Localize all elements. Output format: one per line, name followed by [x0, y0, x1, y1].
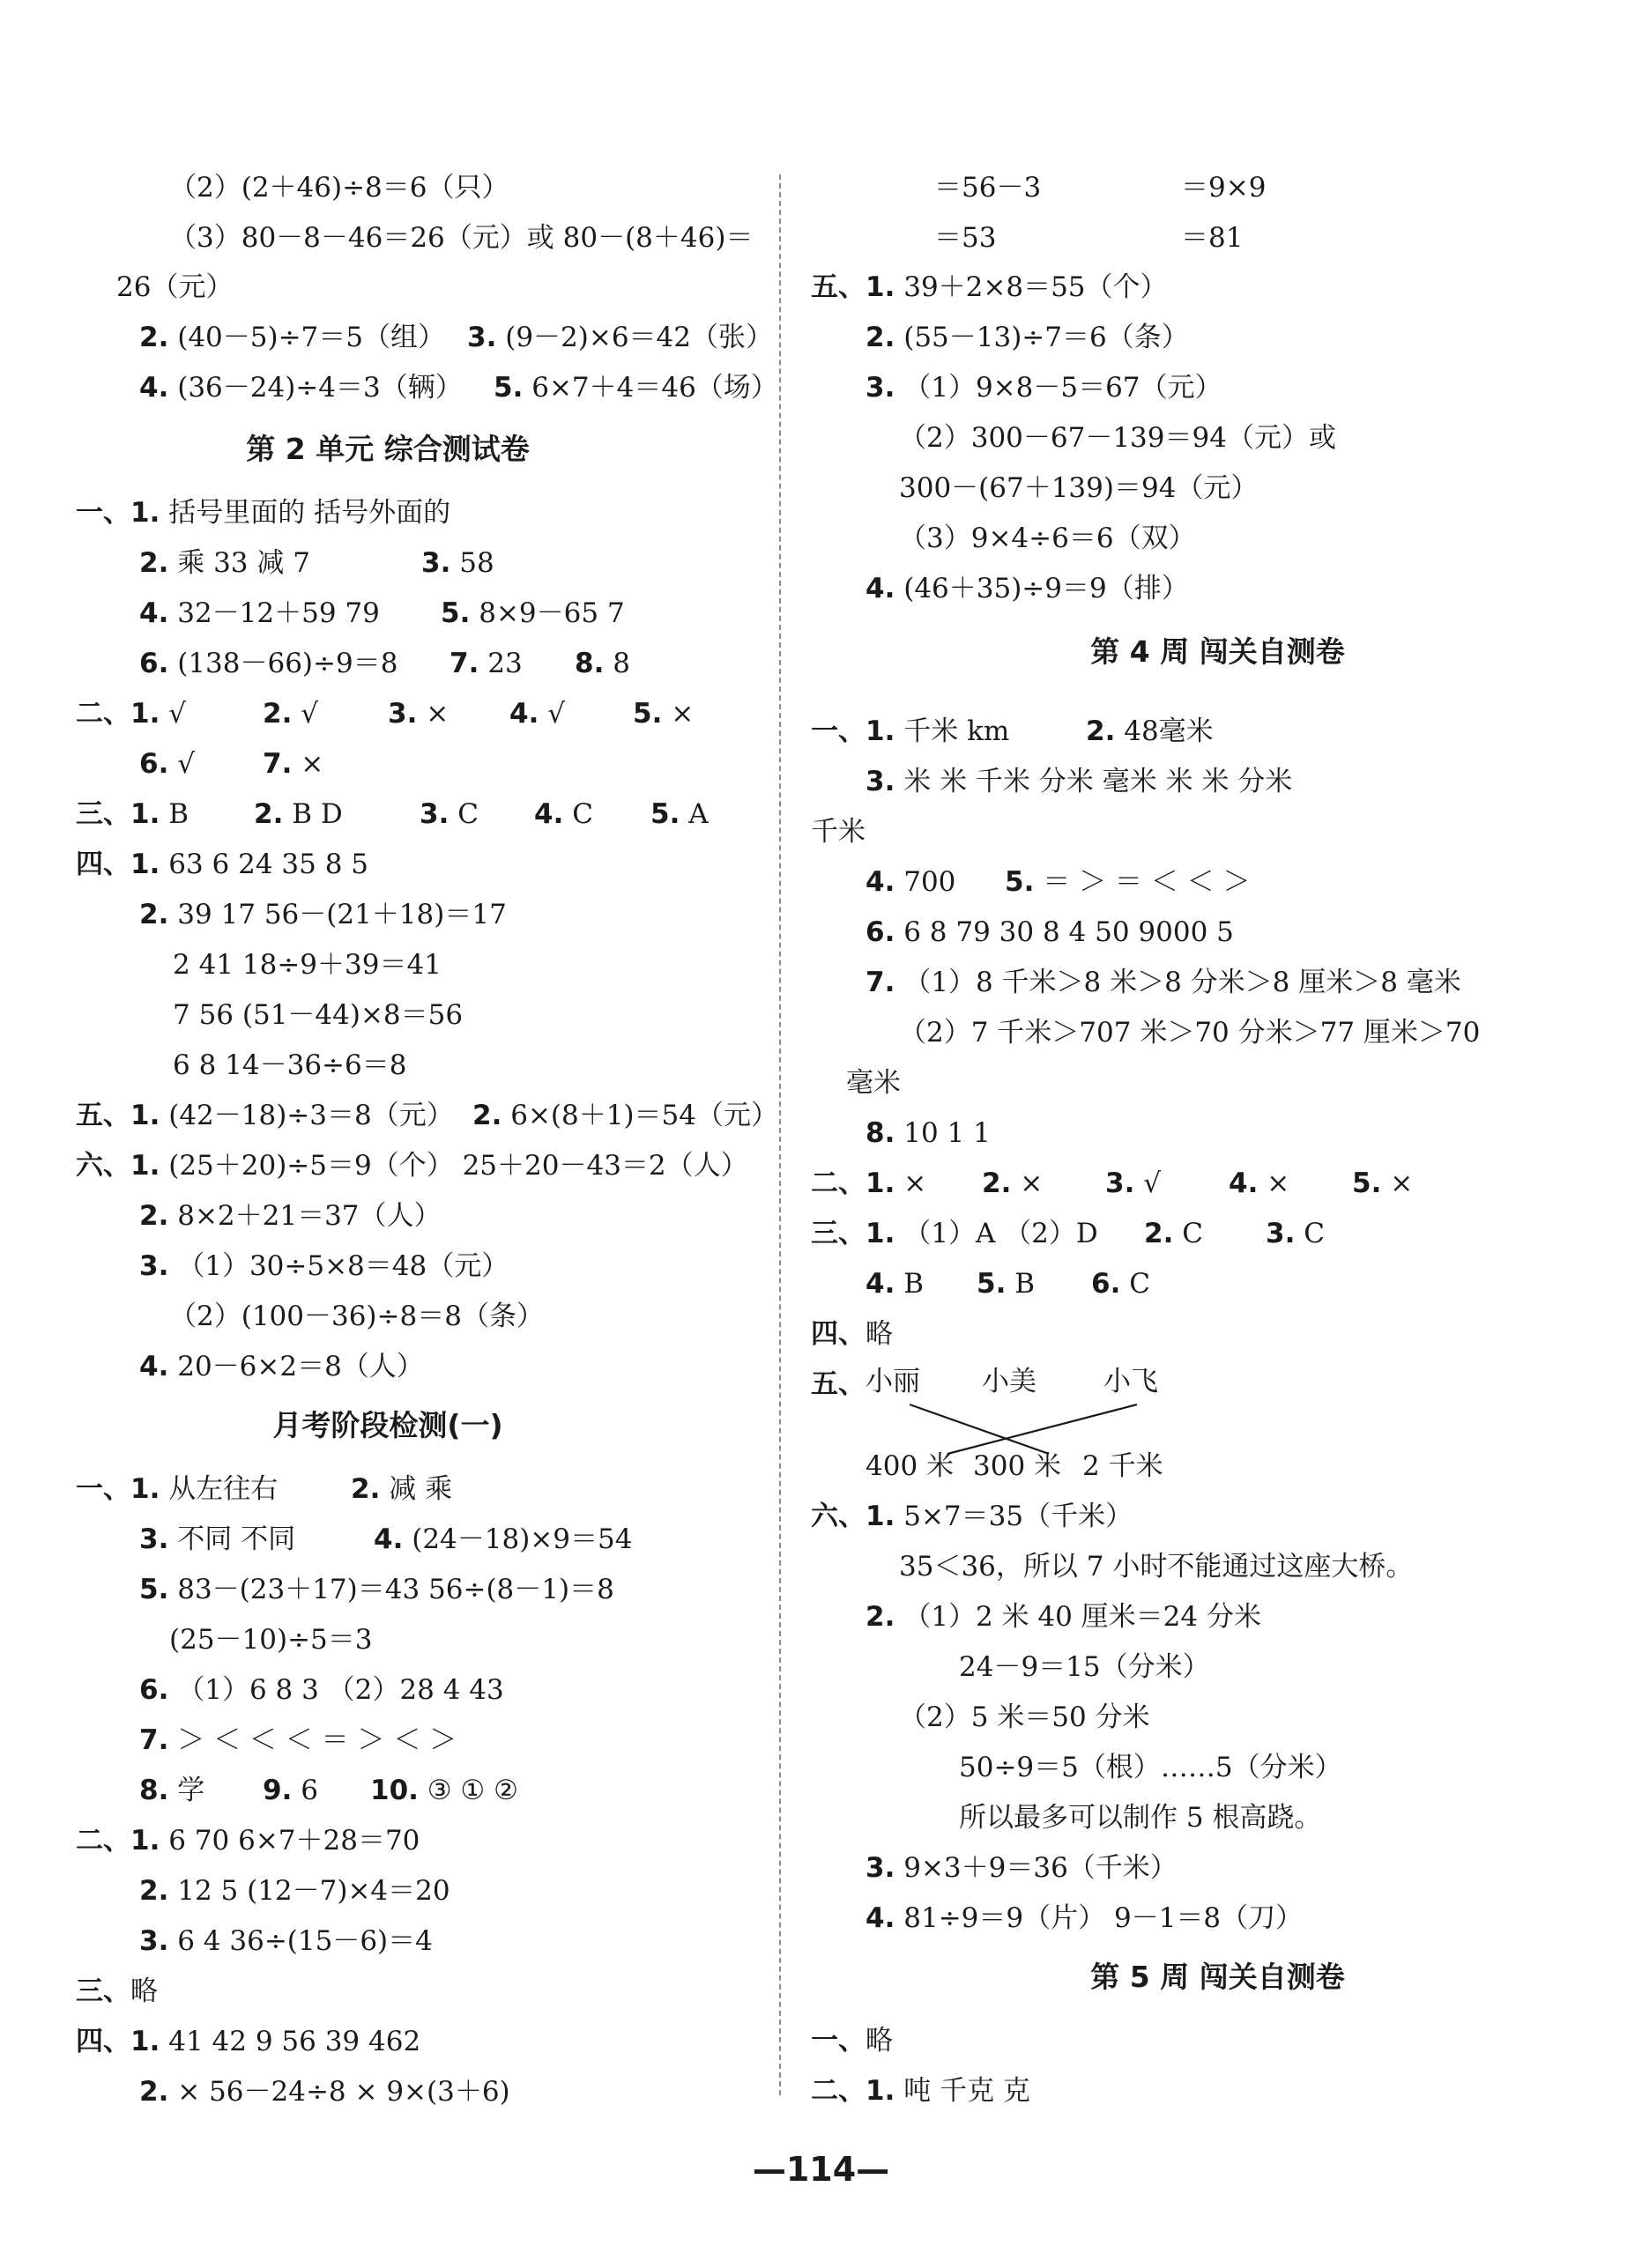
- answer-line: 2. C: [1144, 1218, 1203, 1249]
- answer-line: 3. 9×3＋9＝36（千米）: [866, 1852, 1178, 1884]
- answer-line: 一、1. 千米 km: [811, 715, 1010, 747]
- answer-line: 2. ×: [982, 1167, 1044, 1199]
- answer-line: 五、1. (42－18)÷3＝8（元）: [76, 1100, 454, 1131]
- answer-line: 3. 58: [421, 547, 494, 579]
- answer-line: （2）300－67－139＝94（元）或: [899, 422, 1336, 454]
- answer-line: 3. √: [1105, 1167, 1161, 1199]
- answer-line: 6. √: [139, 748, 195, 780]
- answer-line: 三、略: [76, 1975, 158, 2007]
- answer-line: 千米: [811, 816, 866, 848]
- answer-line: 4. B: [866, 1268, 924, 1300]
- answer-line: （2）(2＋46)÷8＝6（只）: [169, 172, 509, 204]
- answer-line: 7 56 (51－44)×8＝56: [173, 999, 464, 1031]
- answer-line: 四、1. 63 6 24 35 8 5: [76, 849, 368, 880]
- answer-line: ＝9×9: [1181, 172, 1267, 204]
- section-title: 第 5 周 闯关自测卷: [1090, 1960, 1345, 1994]
- answer-line: 2. 39 17 56－(21＋18)＝17: [139, 899, 507, 930]
- answer-line: 5. B: [977, 1268, 1035, 1300]
- answer-line: 四、1. 41 42 9 56 39 462: [76, 2026, 421, 2057]
- answer-line: 3. ×: [388, 698, 450, 730]
- answer-line: 6. (138－66)÷9＝8: [139, 648, 398, 679]
- answer-line: （2）7 千米＞707 米＞70 分米＞77 厘米＞70: [899, 1017, 1481, 1049]
- answer-line: 6. C: [1091, 1268, 1150, 1300]
- answer-line: 四、略: [811, 1318, 893, 1350]
- answer-line: 所以最多可以制作 5 根高跷。: [959, 1802, 1322, 1834]
- column-divider: [779, 174, 781, 2095]
- answer-line: （3）9×4÷6＝6（双）: [899, 523, 1196, 554]
- answer-line: 50÷9＝5（根）……5（分米）: [959, 1752, 1342, 1783]
- answer-line: 2. 6×(8＋1)＝54（元）: [472, 1100, 778, 1131]
- answer-line: 300－(67＋139)＝94（元）: [899, 472, 1259, 504]
- answer-line: 2. 乘 33 减 7: [139, 547, 310, 579]
- answer-line: 4. ×: [1229, 1167, 1290, 1199]
- answer-line: 8. 学: [139, 1775, 205, 1806]
- answer-line: （3）80－8－46＝26（元）或 80－(8＋46)＝: [169, 222, 754, 254]
- answer-line: 4. 20－6×2＝8（人）: [139, 1351, 424, 1382]
- answer-line: 5. 83－(23＋17)＝43 56÷(8－1)＝8: [139, 1574, 614, 1605]
- answer-line: 六、1. 5×7＝35（千米）: [811, 1501, 1133, 1532]
- answer-line: 4. 81÷9＝9（片） 9－1＝8（刀）: [866, 1902, 1304, 1934]
- answer-line: 2 41 18÷9＋39＝41: [173, 949, 442, 981]
- match-top-label: 小飞: [1103, 1366, 1158, 1397]
- answer-line: 一、1. 括号里面的 括号外面的: [76, 497, 451, 529]
- answer-line: 2. 48毫米: [1086, 715, 1214, 747]
- answer-line: 3. 6 4 36÷(15－6)＝4: [139, 1925, 433, 1957]
- answer-line: 24－9＝15（分米）: [959, 1651, 1210, 1683]
- section-title: 第 2 单元 综合测试卷: [246, 432, 530, 466]
- answer-line: 一、略: [811, 2025, 893, 2057]
- answer-line: 2. √: [263, 698, 318, 730]
- match-bottom-label: 2 千米: [1082, 1450, 1163, 1482]
- answer-line: （2）(100－36)÷8＝8（条）: [169, 1301, 544, 1332]
- answer-line: 7. ×: [263, 748, 324, 780]
- answer-line: 五、: [811, 1368, 866, 1400]
- answer-line: 6 8 14－36÷6＝8: [173, 1049, 407, 1081]
- answer-line: 7. 23: [450, 648, 523, 679]
- answer-line: 5. ×: [633, 698, 695, 730]
- answer-line: 4. C: [534, 798, 593, 830]
- answer-line: 五、1. 39＋2×8＝55（个）: [811, 271, 1168, 303]
- answer-line: 3. C: [420, 798, 479, 830]
- answer-line: 5. ＝ ＞ ＝ ＜ ＜ ＞: [1005, 866, 1251, 898]
- answer-line: 2. 12 5 (12－7)×4＝20: [139, 1875, 450, 1907]
- answer-line: 二、1. ×: [811, 1167, 927, 1199]
- answer-line: 35＜36，所以 7 小时不能通过这座大桥。: [899, 1551, 1414, 1582]
- answer-line: 8. 8: [575, 648, 630, 679]
- section-title: 第 4 周 闯关自测卷: [1090, 634, 1345, 669]
- answer-line: 6. 6 8 79 30 8 4 50 9000 5: [866, 916, 1234, 948]
- answer-line: 3. （1）9×8－5＝67（元）: [866, 372, 1222, 404]
- answer-line: 六、1. (25＋20)÷5＝9（个） 25＋20－43＝2（人）: [76, 1150, 748, 1182]
- page-number: —114—: [752, 2150, 890, 2189]
- answer-line: 2. B D: [254, 798, 343, 830]
- answer-line: 二、1. 吨 千克 克: [811, 2075, 1030, 2107]
- match-top-label: 小美: [982, 1366, 1036, 1397]
- answer-line: 7. ＞ ＜ ＜ ＜ ＝ ＞ ＜ ＞: [139, 1724, 457, 1756]
- answer-line: 3. (9－2)×6＝42（张）: [467, 322, 773, 353]
- answer-line: 4. √: [509, 698, 565, 730]
- answer-line: 3. C: [1266, 1218, 1325, 1249]
- match-bottom-label: 400 米: [866, 1450, 955, 1482]
- answer-line: 5. ×: [1352, 1167, 1414, 1199]
- answer-line: 5. 6×7＋4＝46（场）: [494, 372, 778, 404]
- answer-line: 4. (24－18)×9＝54: [374, 1523, 633, 1555]
- answer-line: 毫米: [846, 1067, 901, 1099]
- answer-line: 4. (46＋35)÷9＝9（排）: [866, 573, 1189, 604]
- answer-line: 5. 8×9－65 7: [441, 597, 625, 629]
- answer-line: 3. （1）30÷5×8＝48（元）: [139, 1250, 509, 1282]
- answer-line: 10. ③ ① ②: [370, 1775, 518, 1806]
- answer-line: 二、1. 6 70 6×7＋28＝70: [76, 1825, 420, 1857]
- match-bottom-label: 300 米: [973, 1450, 1062, 1482]
- match-line: [947, 1405, 1137, 1454]
- answer-line: ＝81: [1181, 222, 1244, 254]
- answer-line: ＝56－3: [934, 172, 1042, 204]
- answer-line: 2. （1）2 米 40 厘米＝24 分米: [866, 1601, 1261, 1633]
- answer-line: 2. (40－5)÷7＝5（组）: [139, 322, 445, 353]
- section-title: 月考阶段检测(一): [272, 1408, 503, 1442]
- answer-line: 3. 米 米 千米 分米 毫米 米 米 分米: [866, 766, 1293, 797]
- answer-line: 7. （1）8 千米＞8 米＞8 分米＞8 厘米＞8 毫米: [866, 967, 1461, 998]
- answer-line: （2）5 米＝50 分米: [899, 1701, 1150, 1733]
- answer-line: 二、1. √: [76, 698, 186, 730]
- answer-line: 4. 700: [866, 866, 956, 898]
- answer-line: 9. 6: [263, 1775, 318, 1806]
- answer-line: 4. (36－24)÷4＝3（辆）: [139, 372, 463, 404]
- answer-line: 三、1. B: [76, 798, 189, 830]
- answer-line: ＝53: [934, 222, 997, 254]
- answer-line: 2. (55－13)÷7＝6（条）: [866, 322, 1189, 353]
- answer-line: 26（元）: [116, 271, 234, 303]
- answer-line: (25－10)÷5＝3: [169, 1624, 373, 1656]
- answer-line: 2. 减 乘: [351, 1473, 453, 1505]
- answer-line: 5. A: [650, 798, 709, 830]
- answer-line: 3. 不同 不同: [139, 1523, 296, 1555]
- answer-line: 6. （1）6 8 3 （2）28 4 43: [139, 1674, 504, 1706]
- answer-line: 4. 32－12＋59 79: [139, 597, 380, 629]
- answer-line: 2. × 56－24÷8 × 9×(3＋6): [139, 2076, 510, 2108]
- match-top-label: 小丽: [866, 1366, 920, 1397]
- answer-line: 2. 8×2＋21＝37（人）: [139, 1200, 442, 1232]
- answer-line: 三、1. （1）A （2）D: [811, 1218, 1098, 1249]
- answer-line: 8. 10 1 1: [866, 1117, 991, 1149]
- answer-line: 一、1. 从左往右: [76, 1473, 279, 1505]
